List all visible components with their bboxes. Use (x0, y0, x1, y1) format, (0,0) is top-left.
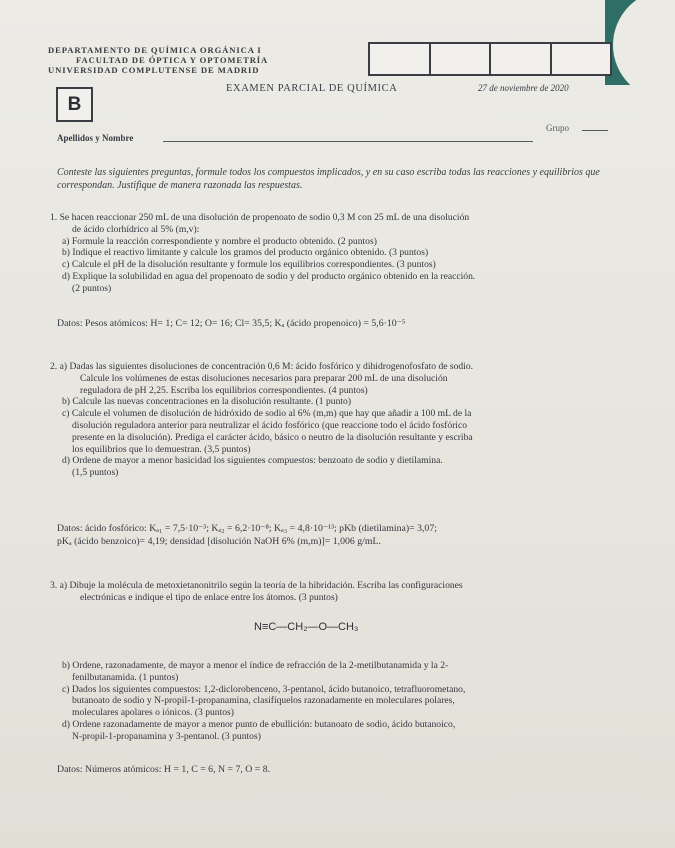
university-line: UNIVERSIDAD COMPLUTENSE DE MADRID (48, 65, 260, 75)
department-line: DEPARTAMENTO DE QUÍMICA ORGÁNICA I (48, 45, 262, 55)
q3-part-d-cont: N-propil-1-propanamina y 3-pentanol. (3 puntos) (72, 730, 261, 742)
q3-part-a-cont: electrónicas e indique el tipo de enlace entre los átomos. (3 puntos) (80, 591, 338, 603)
exam-title: EXAMEN PARCIAL DE QUÍMICA (226, 83, 398, 94)
q3-part-b-cont: fenilbutanamida. (1 puntos) (72, 671, 179, 683)
q2-part-c: c) Calcule el volumen de disolución de hidróxido de sodio al 6% (m,m) que hay que añadir a 100 mL de la (62, 408, 472, 420)
faculty-line: FACULTAD DE ÓPTICA Y OPTOMETRÍA (76, 55, 269, 65)
q1-part-a: a) Formule la reacción correspondiente y nombre el producto obtenido. (2 puntos) (62, 235, 377, 247)
q3-part-c-cont: moleculares apolares o iónicos. (3 puntos) (72, 707, 234, 719)
q2-part-a: 2. a) Dadas las siguientes disoluciones de concentración 0,6 M: ácido fosfórico y dihidrogenofosfato de sodio. (50, 361, 474, 372)
question-3 (50, 580, 620, 604)
q2-part-a-cont: Calcule los volúmenes de estas disoluciones necesarios para preparar 200 mL de una disolución (80, 372, 448, 384)
q3-part-a: 3. a) Dibuje la molécula de metoxietanonitrilo según la teoría de la hibridación. Escriba las configuraciones (50, 580, 463, 591)
score-cell (552, 44, 611, 74)
q3-part-d: d) Ordene razonadamente de mayor a menor punto de ebullición: butanoato de sodio, ácido butanoico, (62, 718, 456, 730)
exam-version-box: B (56, 87, 93, 122)
question-1 (50, 212, 620, 295)
question-2 (50, 361, 620, 479)
q3-part-b: b) Ordene, razonadamente, de mayor a menor el índice de refracción de la 2-metilbutanamida y la 2- (62, 660, 449, 671)
score-cell (491, 44, 552, 74)
department-header (48, 45, 268, 75)
q2-part-b: b) Calcule las nuevas concentraciones en la disolución resultante. (1 punto) (62, 396, 352, 408)
q3-part-c: c) Dados los siguientes compuestos: 1,2-diclorobenceno, 3-pentanol, ácido butanoico, tetrafluorometano, (62, 683, 466, 695)
q2-part-c-cont: presente en la disolución). Prediga el carácter ácido, básico o neutro de la disolución resultante y escriba (72, 431, 473, 443)
q1-data: Datos: Pesos atómicos: H= 1; C= 12; O= 16; Cl= 35,5; Kₐ (ácido propenoico) = 5,6·10⁻⁵ (57, 318, 406, 329)
group-line (582, 130, 608, 131)
instructions: Conteste las siguientes preguntas, formule todos los compuestos implicados, y en su caso escriba todas las reacciones y equilibrios que correspondan. Justifique de manera razonada las respuestas. (57, 167, 600, 191)
q1-stem-cont: de ácido clorhídrico al 5% (m,v): (72, 223, 200, 235)
score-cell (431, 44, 492, 74)
q2-part-d: d) Ordene de mayor a menor basicidad los siguientes compuestos: benzoato de sodio y dietilamina. (62, 455, 443, 467)
background-corner (605, 0, 675, 85)
q2-part-d-points: (1,5 puntos) (72, 467, 119, 479)
q1-part-d-points: (2 puntos) (72, 282, 112, 294)
q2-data-line: Datos: ácido fosfórico: Kₐ₁ = 7,5·10⁻³; Kₐ₂ = 6,2·10⁻⁸; Kₐ₃ = 4,8·10⁻¹³; pKb (dietilamina)= 3,07; (57, 523, 437, 534)
q2-part-a-cont: reguladora de pH 2,25. Escriba los equilibrios correspondientes. (4 puntos) (80, 384, 368, 396)
exam-date: 27 de noviembre de 2020 (478, 83, 569, 93)
name-line (163, 141, 533, 142)
q1-part-d: d) Explique la solubilidad en agua del propenoato de sodio y del producto orgánico obtenido en la reacción. (62, 270, 476, 282)
q1-part-b: b) Indique el reactivo limitante y calcule los gramos del producto orgánico obtenido. (3 puntos) (62, 247, 429, 259)
q2-part-c-cont: disolución reguladora anterior para neutralizar el ácido fosfórico (que reaccione todo el ácido fosfórico (72, 419, 468, 431)
score-cell (370, 44, 431, 74)
q3-data: Datos: Números atómicos: H = 1, C = 6, N = 7, O = 8. (57, 764, 271, 775)
q3-part-c-cont: butanoato de sodio y N-propil-1-propanamina, clasifíquelos razonadamente en moleculares polares, (72, 695, 455, 707)
question-3-cont (50, 660, 620, 743)
q2-data-line: pKₐ (ácido benzoico)= 4,19; densidad [disolución NaOH 6% (m,m)]= 1,006 g/mL. (57, 536, 381, 547)
q2-data (57, 522, 437, 548)
methoxyacetonitrile-formula: N≡C—CH₂—O—CH₃ (254, 621, 359, 633)
q2-part-c-cont: los equilibrios que lo demuestran. (3,5 puntos) (72, 443, 251, 455)
q1-part-c: c) Calcule el pH de la disolución resultante y formule los equilibrios correspondientes. (3 puntos) (62, 259, 436, 271)
score-grid (368, 42, 612, 76)
group-label: Grupo (546, 123, 569, 133)
q1-stem: 1. Se hacen reaccionar 250 mL de una disolución de propenoato de sodio 0,3 M con 25 mL de una disolución (50, 212, 470, 223)
name-label: Apellidos y Nombre (57, 133, 134, 143)
